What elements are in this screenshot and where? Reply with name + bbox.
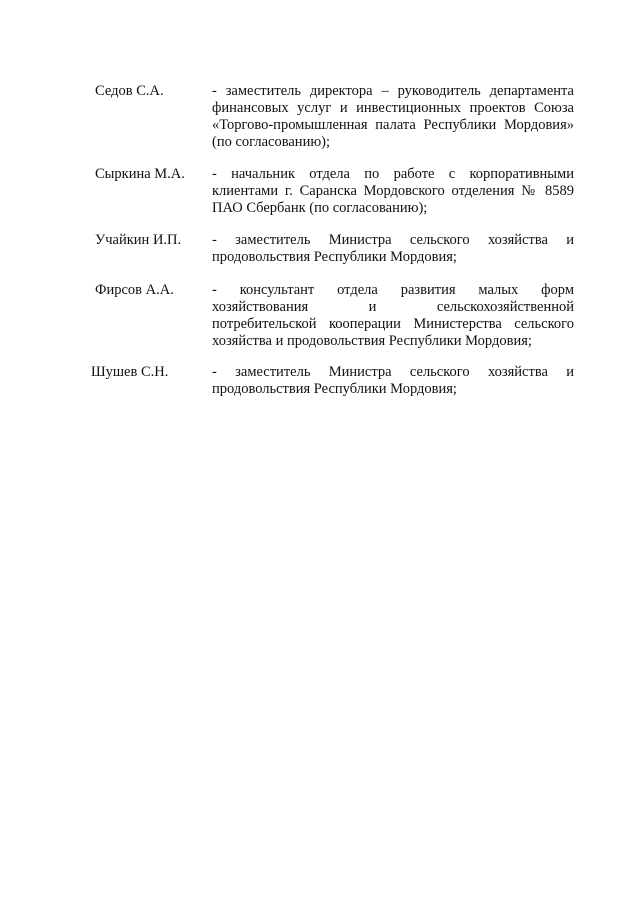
member-name: Фирсов А.А. [95,282,174,298]
member-description [212,83,574,151]
description-line: клиентами г. Саранска Мордовского отделения № 8589 [212,183,574,199]
member-name: Шушев С.Н. [91,364,169,380]
member-description [212,282,574,350]
member-name: Седов С.А. [95,83,164,99]
description-line: хозяйства и продовольствия Республики Мордовия; [212,333,532,349]
description-line: - заместитель директора – руководитель департамента [212,83,574,99]
description-line: - заместитель Министра сельского хозяйства и [212,364,574,380]
description-line: - консультант отдела развития малых форм [212,282,574,298]
description-line: потребительской кооперации Министерства сельского [212,316,574,332]
description-line: - заместитель Министра сельского хозяйства и [212,232,574,248]
description-line: ПАО Сбербанк (по согласованию); [212,200,428,216]
description-line: (по согласованию); [212,134,331,150]
description-line: «Торгово-промышленная палата Республики Мордовия» [212,117,574,133]
description-line: продовольствия Республики Мордовия; [212,381,457,397]
member-name: Учайкин И.П. [95,232,182,248]
description-line: продовольствия Республики Мордовия; [212,249,457,265]
member-description [212,166,574,217]
member-name: Сыркина М.А. [95,166,185,182]
description-line: хозяйствования и сельскохозяйственной [212,299,574,315]
member-description [212,232,574,266]
description-line: - начальник отдела по работе с корпоративными [212,166,574,182]
member-description [212,364,574,398]
description-line: финансовых услуг и инвестиционных проектов Союза [212,100,574,116]
